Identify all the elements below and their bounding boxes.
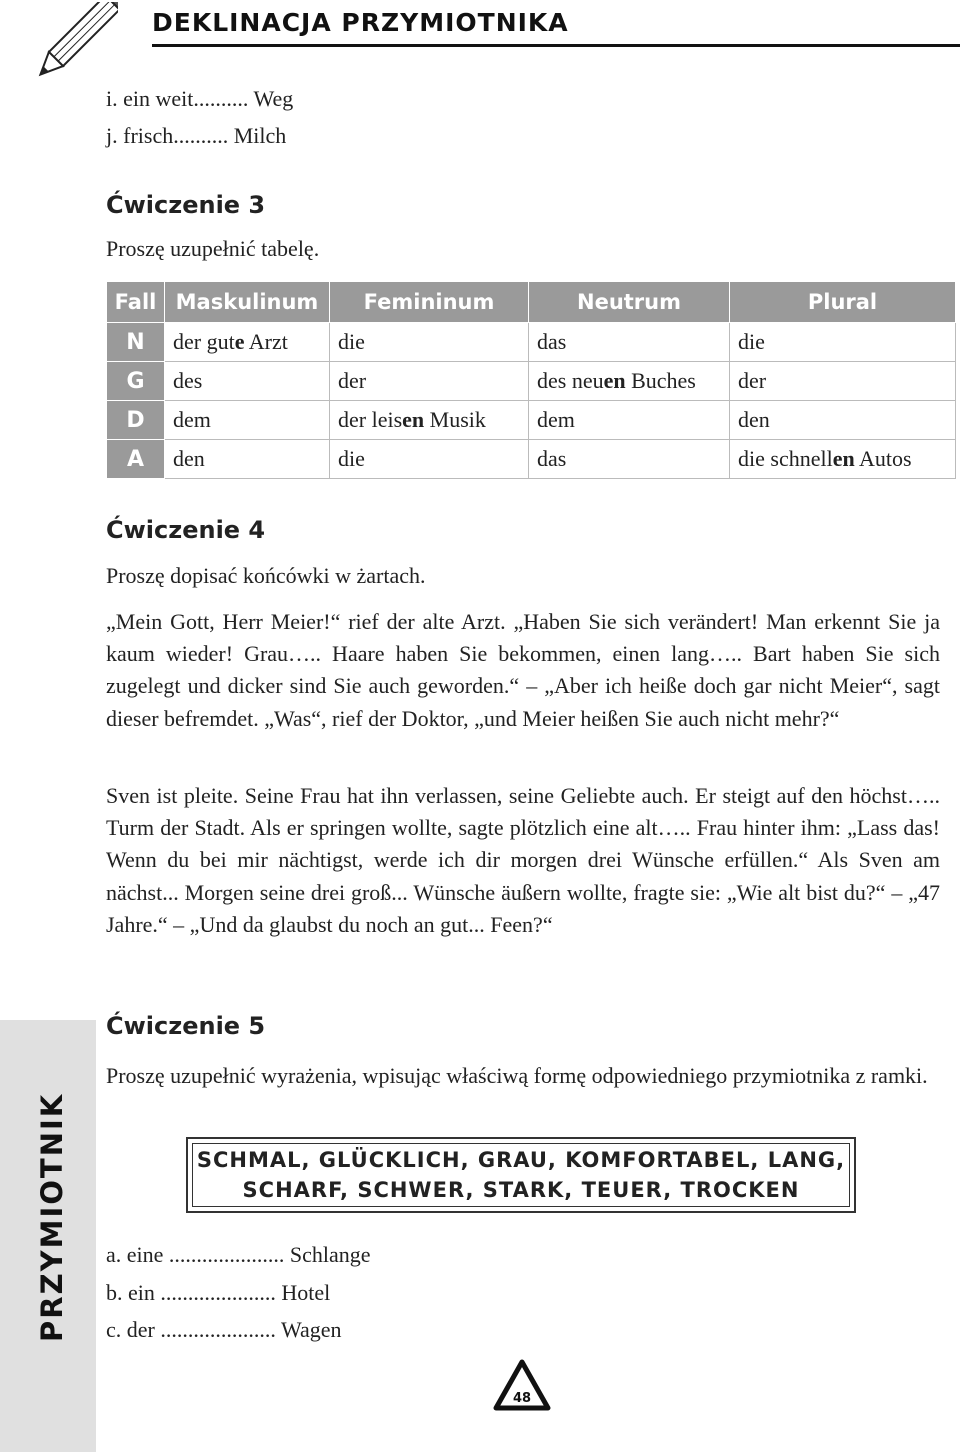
cell-text: das bbox=[537, 446, 567, 471]
section-title: DEKLINACJA PRZYMIOTNIKA bbox=[152, 8, 569, 37]
cell-text: dem bbox=[173, 407, 211, 432]
svg-text:PRZYMIOTNIK: PRZYMIOTNIK bbox=[35, 1092, 69, 1342]
cell-text: der leis bbox=[338, 407, 403, 432]
cell-ending: en bbox=[603, 368, 626, 393]
table-cell bbox=[165, 323, 330, 362]
adjective-box bbox=[186, 1137, 856, 1213]
cell-ending: en bbox=[402, 407, 425, 432]
exercise-4-instruction: Proszę dopisać końcówki w żartach. bbox=[106, 563, 426, 588]
table-cell bbox=[529, 401, 730, 440]
case-label: D bbox=[107, 401, 165, 440]
exercise-5-instruction: Proszę uzupełnić wyrażenia, wpisując właściwą formę odpowiedniego przymiotnika z ramki. bbox=[106, 1063, 928, 1088]
column-header: Plural bbox=[730, 282, 956, 323]
cell-text: der bbox=[338, 368, 367, 393]
cell-text: den bbox=[738, 407, 770, 432]
table-cell bbox=[165, 401, 330, 440]
column-header: Neutrum bbox=[529, 282, 730, 323]
adjective-list-line: SCHMAL, GLÜCKLICH, GRAU, KOMFORTABEL, LANG, bbox=[196, 1148, 846, 1172]
table-row bbox=[107, 362, 956, 401]
exercise-item: j. frisch.......... Milch bbox=[106, 123, 287, 148]
case-label: A bbox=[107, 440, 165, 479]
table-cell bbox=[730, 323, 956, 362]
table-cell bbox=[330, 401, 529, 440]
exercise-item: b. ein ..................... Hotel bbox=[106, 1280, 331, 1305]
joke-paragraph: Sven ist pleite. Seine Frau hat ihn verlassen, seine Geliebte auch. Er steigt auf den höchst….. Turm der Stadt. Als er springen wollte, sagte plötzlich eine alt….. Frau hinter ihm: „Lass das! Wenn du bei mir nächtigst, werde ich dir morgen drei Wünsche erfüllen.“ Als Sven am nächst... Morgen seine drei groß... Wünsche äußern wollte, fragte sie: „Wie alt bist du?“ – „47 Jahre.“ – „Und da glaubst du noch an gut... Feen?“ bbox=[106, 783, 940, 937]
case-label: G bbox=[107, 362, 165, 401]
table-cell bbox=[730, 362, 956, 401]
column-header: Maskulinum bbox=[165, 282, 330, 323]
exercise-item: i. ein weit.......... Weg bbox=[106, 86, 294, 111]
cell-text: des bbox=[173, 368, 203, 393]
cell-ending: en bbox=[832, 446, 855, 471]
cell-text: Buches bbox=[625, 368, 696, 393]
svg-text:48: 48 bbox=[512, 1391, 532, 1406]
table-cell bbox=[330, 362, 529, 401]
table-cell bbox=[529, 362, 730, 401]
table-cell bbox=[730, 401, 956, 440]
table-row bbox=[107, 440, 956, 479]
chapter-sidebar-label bbox=[0, 1020, 96, 1380]
exercise-3-heading: Ćwiczenie 3 bbox=[106, 191, 266, 219]
table-row bbox=[107, 323, 956, 362]
column-header: Fall bbox=[107, 282, 165, 323]
header-divider bbox=[152, 44, 960, 47]
exercise-3-instruction: Proszę uzupełnić tabelę. bbox=[106, 236, 320, 261]
table-header-row bbox=[107, 282, 956, 323]
table-cell bbox=[529, 440, 730, 479]
exercise-5-heading: Ćwiczenie 5 bbox=[106, 1012, 266, 1040]
page-number-badge bbox=[492, 1358, 552, 1414]
cell-text: Musik bbox=[424, 407, 486, 432]
cell-text: das bbox=[537, 329, 567, 354]
table-cell bbox=[330, 323, 529, 362]
table-cell bbox=[730, 440, 956, 479]
adjective-list-line: SCHARF, SCHWER, STARK, TEUER, TROCKEN bbox=[242, 1178, 800, 1202]
table-cell bbox=[165, 362, 330, 401]
cell-text: der gut bbox=[173, 329, 235, 354]
table-cell bbox=[330, 440, 529, 479]
table-cell bbox=[165, 440, 330, 479]
column-header: Femininum bbox=[330, 282, 529, 323]
case-label: N bbox=[107, 323, 165, 362]
table-row bbox=[107, 401, 956, 440]
joke-paragraph: „Mein Gott, Herr Meier!“ rief der alte Arzt. „Haben Sie sich verändert! Man erkennt Sie ja kaum wieder! Grau….. Haare haben Sie bekommen, einen lang….. Bart haben Sie sich zugelegt und dicker sind Sie auch geworden.“ – „Aber ich heiße doch gar nicht Meier“, sagt dieser befremdet. „Was“, rief der Doktor, „und Meier heißen Sie auch nicht mehr?“ bbox=[106, 609, 940, 731]
cell-text: des neu bbox=[537, 368, 604, 393]
pencil-icon bbox=[18, 2, 118, 92]
cell-text: Arzt bbox=[244, 329, 288, 354]
cell-text: die bbox=[338, 446, 365, 471]
cell-text: die schnell bbox=[738, 446, 833, 471]
cell-text: die bbox=[738, 329, 765, 354]
declension-table bbox=[106, 281, 956, 479]
exercise-item: a. eine ..................... Schlange bbox=[106, 1242, 371, 1267]
cell-text: die bbox=[338, 329, 365, 354]
cell-text: den bbox=[173, 446, 205, 471]
cell-text: Autos bbox=[854, 446, 912, 471]
table-cell bbox=[529, 323, 730, 362]
cell-text: dem bbox=[537, 407, 575, 432]
cell-text: der bbox=[738, 368, 767, 393]
exercise-4-heading: Ćwiczenie 4 bbox=[106, 516, 266, 544]
cell-ending: e bbox=[234, 329, 245, 354]
exercise-item: c. der ..................... Wagen bbox=[106, 1317, 342, 1342]
